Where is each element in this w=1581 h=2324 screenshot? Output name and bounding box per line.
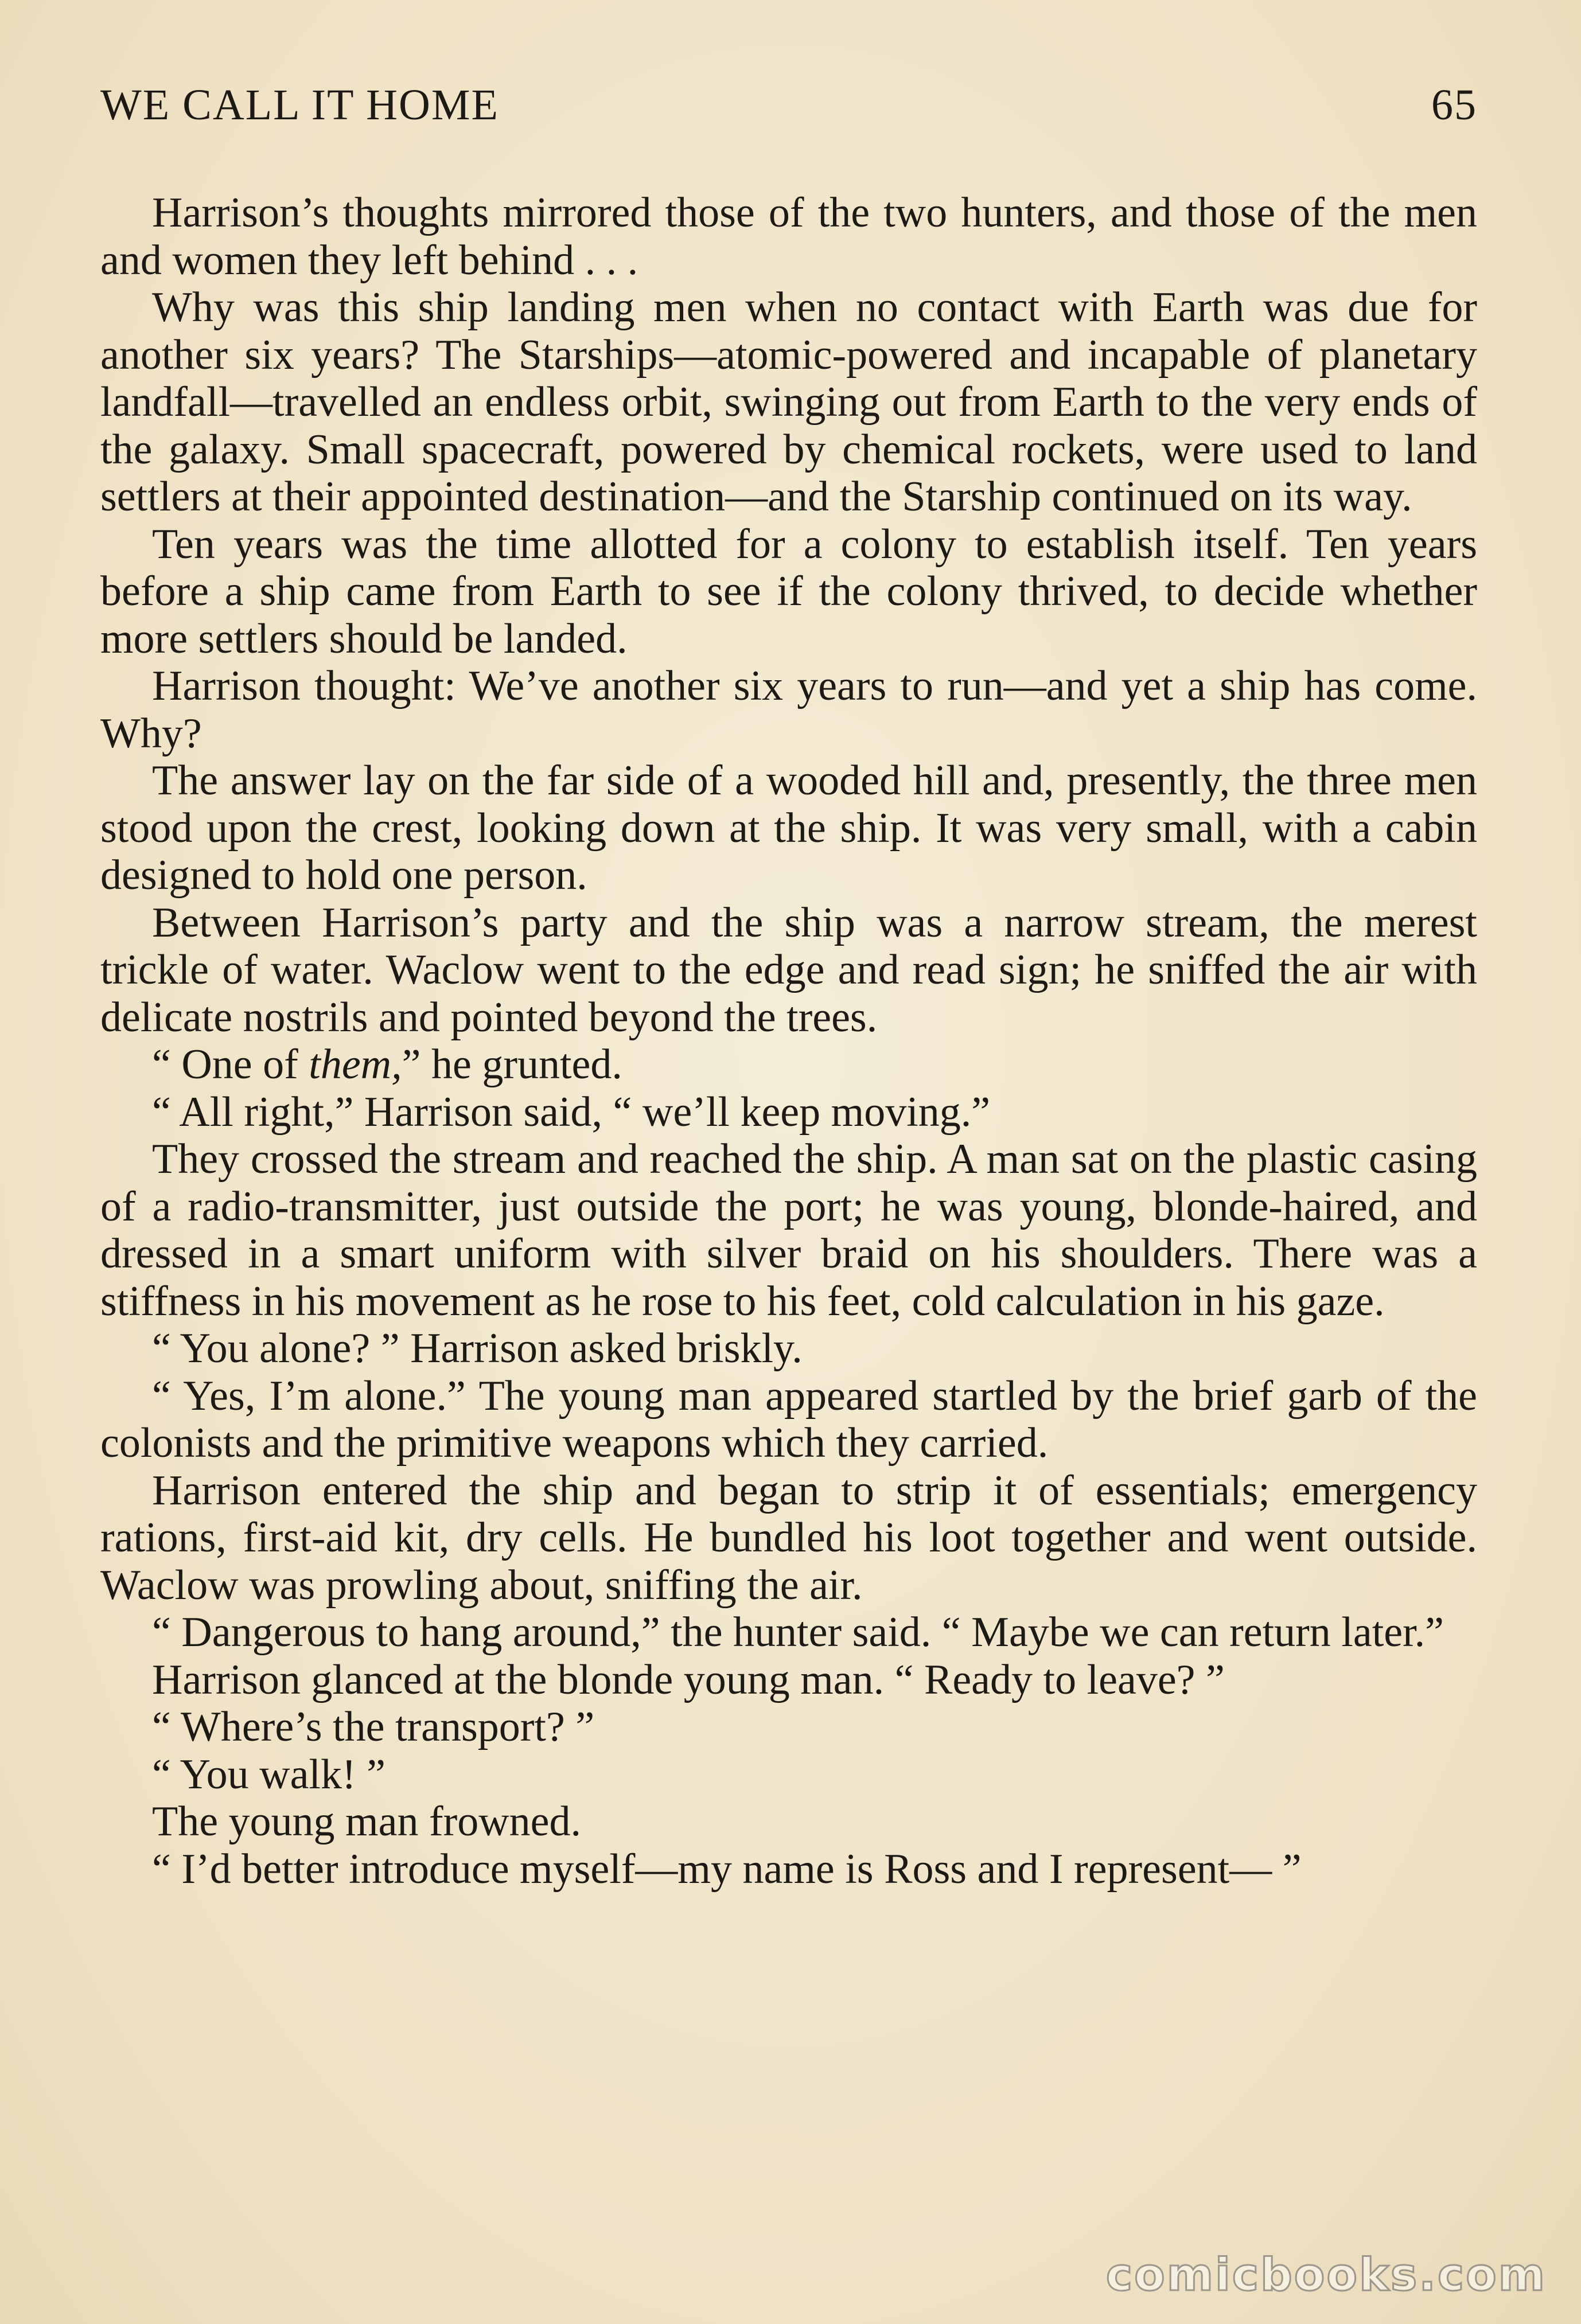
paragraph: [100, 1041, 1477, 1089]
paragraph: “ All right,” Harrison said, “ we’ll keep moving.”: [152, 1088, 991, 1136]
paragraph: They crossed the stream and reached the ship. A man sat on the plastic casing of a radio-transmitter, just outside the port; he was young, blonde-haired, and dressed in a smart uniform with silver braid on his shoulders. There was a stiffness in his movement as he rose to his feet, cold calculation in his gaze.: [100, 1136, 1477, 1325]
paragraph: “ You alone? ” Harrison asked briskly.: [152, 1325, 803, 1372]
paragraph: Why was this ship landing men when no contact with Earth was due for another six years? The Starships—atomic-powered and incapable of planetary landfall—travelled an endless orbit, swinging out from Earth to the very ends of the galaxy. Small spacecraft, powered by chemical rockets, were used to land settlers at their appointed destination—and the Starship continued on its way.: [100, 284, 1477, 520]
paragraph-text: ” he grunted.: [402, 1041, 622, 1088]
paragraph: “ Dangerous to hang around,” the hunter said. “ Maybe we can return later.”: [152, 1609, 1444, 1656]
running-title: WE CALL IT HOME: [100, 81, 499, 129]
paragraph: Harrison thought: We’ve another six years to run—and yet a ship has come. Why?: [100, 662, 1477, 757]
paragraph: Harrison’s thoughts mirrored those of the two hunters, and those of the men and women they left behind . . .: [100, 189, 1477, 284]
watermark: comicbooks.com: [1105, 2249, 1547, 2301]
paragraph: “ I’d better introduce myself—my name is Ross and I represent— ”: [152, 1845, 1302, 1893]
paragraph: Ten years was the time allotted for a colony to establish itself. Ten years before a ship came from Earth to see if the colony thrived, to decide whether more settlers should be landed.: [100, 520, 1477, 662]
paragraph: The young man frowned.: [152, 1798, 582, 1845]
emphasis-text: them,: [309, 1041, 402, 1088]
body-text: [100, 189, 1477, 1893]
paragraph: Harrison entered the ship and began to strip it of essentials; emergency rations, first-aid kit, dry cells. He bundled his loot together and went outside. Waclow was prowling about, sniffing the air.: [100, 1467, 1477, 1609]
page-header: [100, 80, 1477, 149]
page-number: 65: [1431, 81, 1477, 129]
paragraph: “ You walk! ”: [152, 1750, 385, 1798]
paragraph: Harrison glanced at the blonde young man. “ Ready to leave? ”: [152, 1656, 1225, 1703]
paragraph: “ Where’s the transport? ”: [152, 1703, 595, 1750]
paragraph-text: “ One of: [152, 1041, 309, 1088]
paragraph: Between Harrison’s party and the ship was a narrow stream, the merest trickle of water. Waclow went to the edge and read sign; he sniffed the air with delicate nostrils and pointed beyond the trees.: [100, 899, 1477, 1041]
paragraph: “ Yes, I’m alone.” The young man appeared startled by the brief garb of the colonists and the primitive weapons which they carried.: [100, 1372, 1477, 1467]
book-page: [100, 80, 1477, 2248]
paragraph: The answer lay on the far side of a wooded hill and, presently, the three men stood upon the crest, looking down at the ship. It was very small, with a cabin designed to hold one person.: [100, 757, 1477, 899]
